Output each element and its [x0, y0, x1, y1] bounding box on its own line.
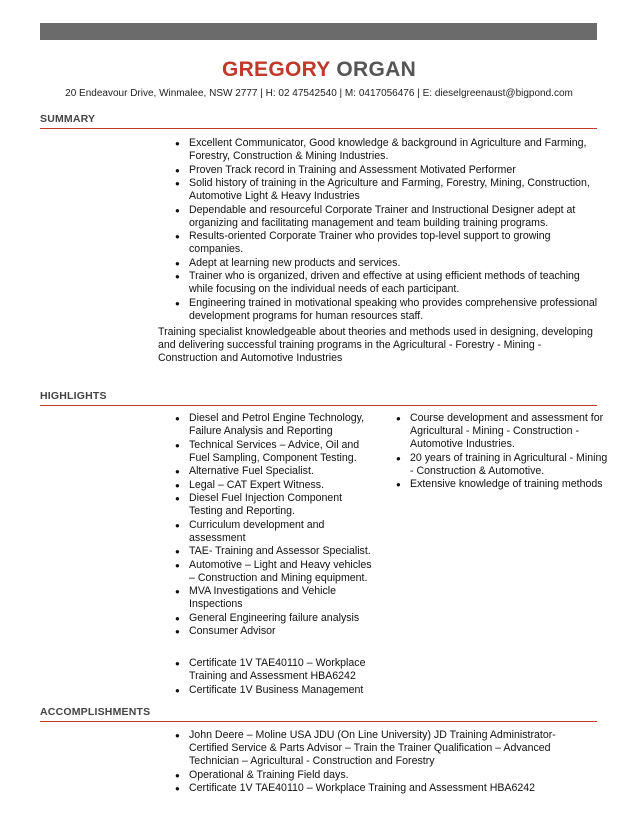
summary-paragraph: Training specialist knowledgeable about theories and methods used in designing, developing and delivering successful training programs in the Agricultural - Forestry - Mining - Construction and Automotive Industries: [158, 326, 593, 364]
section-divider: [40, 405, 597, 406]
list-item: ● General Engineering failure analysis: [175, 612, 375, 625]
list-item: ● Technical Services – Advice, Oil and Fuel Sampling, Component Testing.: [175, 439, 375, 465]
accomplishments-list: [175, 729, 585, 796]
list-item: ● Solid history of training in the Agriculture and Farming, Forestry, Mining, Construction, Automotive Light & Heavy Industries: [175, 177, 603, 203]
first-name: GREGORY: [221, 58, 331, 81]
list-item: ● Certificate 1V TAE40110 – Workplace Training and Assessment HBA6242: [175, 782, 585, 795]
list-item: ● Engineering trained in motivational speaking who provides comprehensive professional development programs for human resources staff.: [175, 297, 603, 323]
section-divider: [40, 128, 597, 129]
list-item: ● Diesel and Petrol Engine Technology, Failure Analysis and Reporting: [175, 412, 375, 438]
highlights-right-list: [396, 412, 608, 492]
list-item: ● Adept at learning new products and services.: [175, 257, 603, 270]
section-title-accomplishments: ACCOMPLISHMENTS: [40, 706, 151, 718]
highlights-left-list: [175, 412, 375, 639]
list-item: ● Trainer who is organized, driven and effective at using efficient methods of teaching while focusing on the individual needs of each participant.: [175, 270, 603, 296]
list-item: ● Certificate 1V Business Management: [175, 684, 395, 697]
list-item: ● Results-oriented Corporate Trainer who provides top-level support to growing companies.: [175, 230, 603, 256]
section-divider: [40, 721, 597, 722]
candidate-name: [0, 58, 638, 82]
list-item: ● Automotive – Light and Heavy vehicles – Construction and Mining equipment.: [175, 559, 375, 585]
certificates-list: [175, 657, 395, 697]
list-item: ● Operational & Training Field days.: [175, 769, 585, 782]
summary-list: [175, 137, 603, 323]
list-item: ● Diesel Fuel Injection Component Testing and Reporting.: [175, 492, 375, 518]
list-item: ● Certificate 1V TAE40110 – Workplace Training and Assessment HBA6242: [175, 657, 395, 683]
list-item: ● Excellent Communicator, Good knowledge & background in Agriculture and Farming, Forestry, Construction & Mining Industries.: [175, 137, 603, 163]
header-bar: [40, 23, 597, 40]
list-item: ● Legal – CAT Expert Witness.: [175, 479, 375, 492]
list-item: ● Consumer Advisor: [175, 625, 375, 638]
list-item: ● Alternative Fuel Specialist.: [175, 465, 375, 478]
list-item: ● Proven Track record in Training and Assessment Motivated Performer: [175, 164, 603, 177]
section-title-summary: SUMMARY: [40, 113, 96, 125]
list-item: ● John Deere – Moline USA JDU (On Line University) JD Training Administrator- Certified Service & Parts Advisor – Train the Trainer Qualification – Advanced Technician – Agricultural - Construction and Forestry: [175, 729, 585, 768]
section-title-highlights: HIGHLIGHTS: [40, 390, 107, 402]
list-item: ● Course development and assessment for Agricultural - Mining - Construction - Automotive Industries.: [396, 412, 608, 451]
last-name: ORGAN: [336, 58, 417, 81]
contact-line: 20 Endeavour Drive, Winmalee, NSW 2777 | H: 02 47542540 | M: 0417056476 | E: dieselgreenaust@bigpond.com: [65, 88, 573, 99]
list-item: ● 20 years of training in Agricultural - Mining - Construction & Automotive.: [396, 452, 608, 478]
list-item: ● Curriculum development and assessment: [175, 519, 375, 545]
list-item: ● Dependable and resourceful Corporate Trainer and Instructional Designer adept at organizing and facilitating management and team building training programs.: [175, 204, 603, 230]
list-item: ● TAE- Training and Assessor Specialist.: [175, 545, 375, 558]
list-item: ● MVA Investigations and Vehicle Inspections: [175, 585, 375, 611]
list-item: ● Extensive knowledge of training methods: [396, 478, 608, 491]
